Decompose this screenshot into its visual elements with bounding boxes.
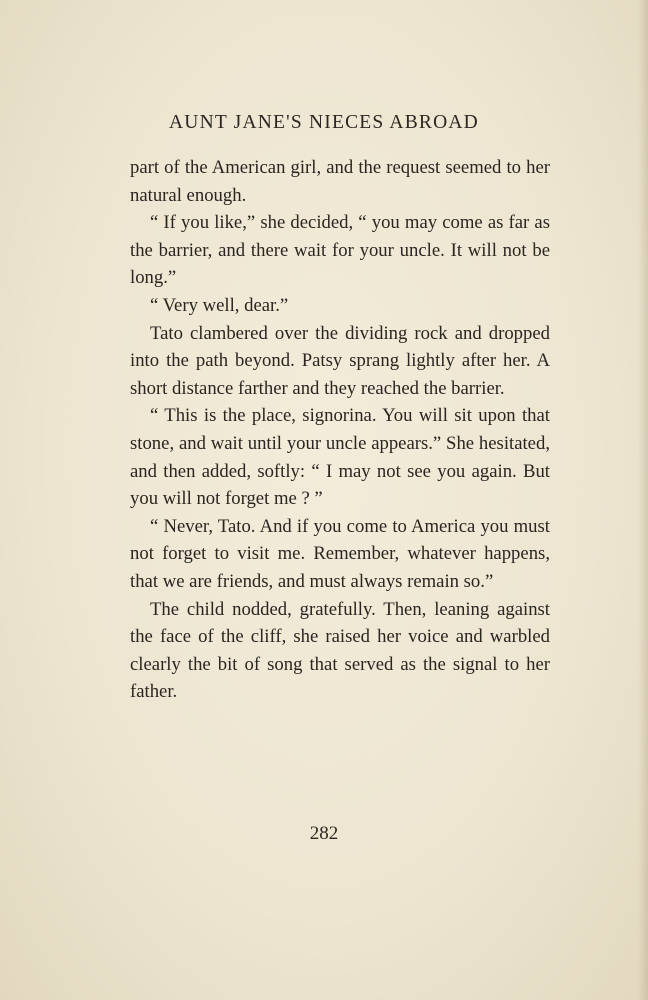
body-text [130, 154, 550, 706]
paragraph: Tato clambered over the dividing rock and dropped into the path beyond. Patsy sprang lightly after her. A short distance farther and they reached the barrier. [130, 322, 550, 399]
paragraph: “ This is the place, signorina. You will sit upon that stone, and wait until your uncle appears.” She hesitated, and then added, softly: “ I may not see you again. But you will not forget me ? ” [130, 405, 550, 510]
paragraph: “ Very well, dear.” [150, 294, 289, 316]
page-number: 282 [309, 823, 339, 844]
paragraph: The child nodded, gratefully. Then, leaning against the face of the cliff, she raised her voice and warbled clearly the bit of song that served as the signal to her father. [130, 598, 550, 703]
paragraph: “ Never, Tato. And if you come to America you must not forget to visit me. Remember, whatever happens, that we are friends, and must always remain so.” [130, 515, 550, 592]
running-head: AUNT JANE'S NIECES ABROAD [169, 112, 479, 133]
paragraph: “ If you like,” she decided, “ you may come as far as the barrier, and there wait for your uncle. It will not be long.” [130, 212, 550, 289]
paragraph: part of the American girl, and the request seemed to her natural enough. [130, 157, 550, 206]
